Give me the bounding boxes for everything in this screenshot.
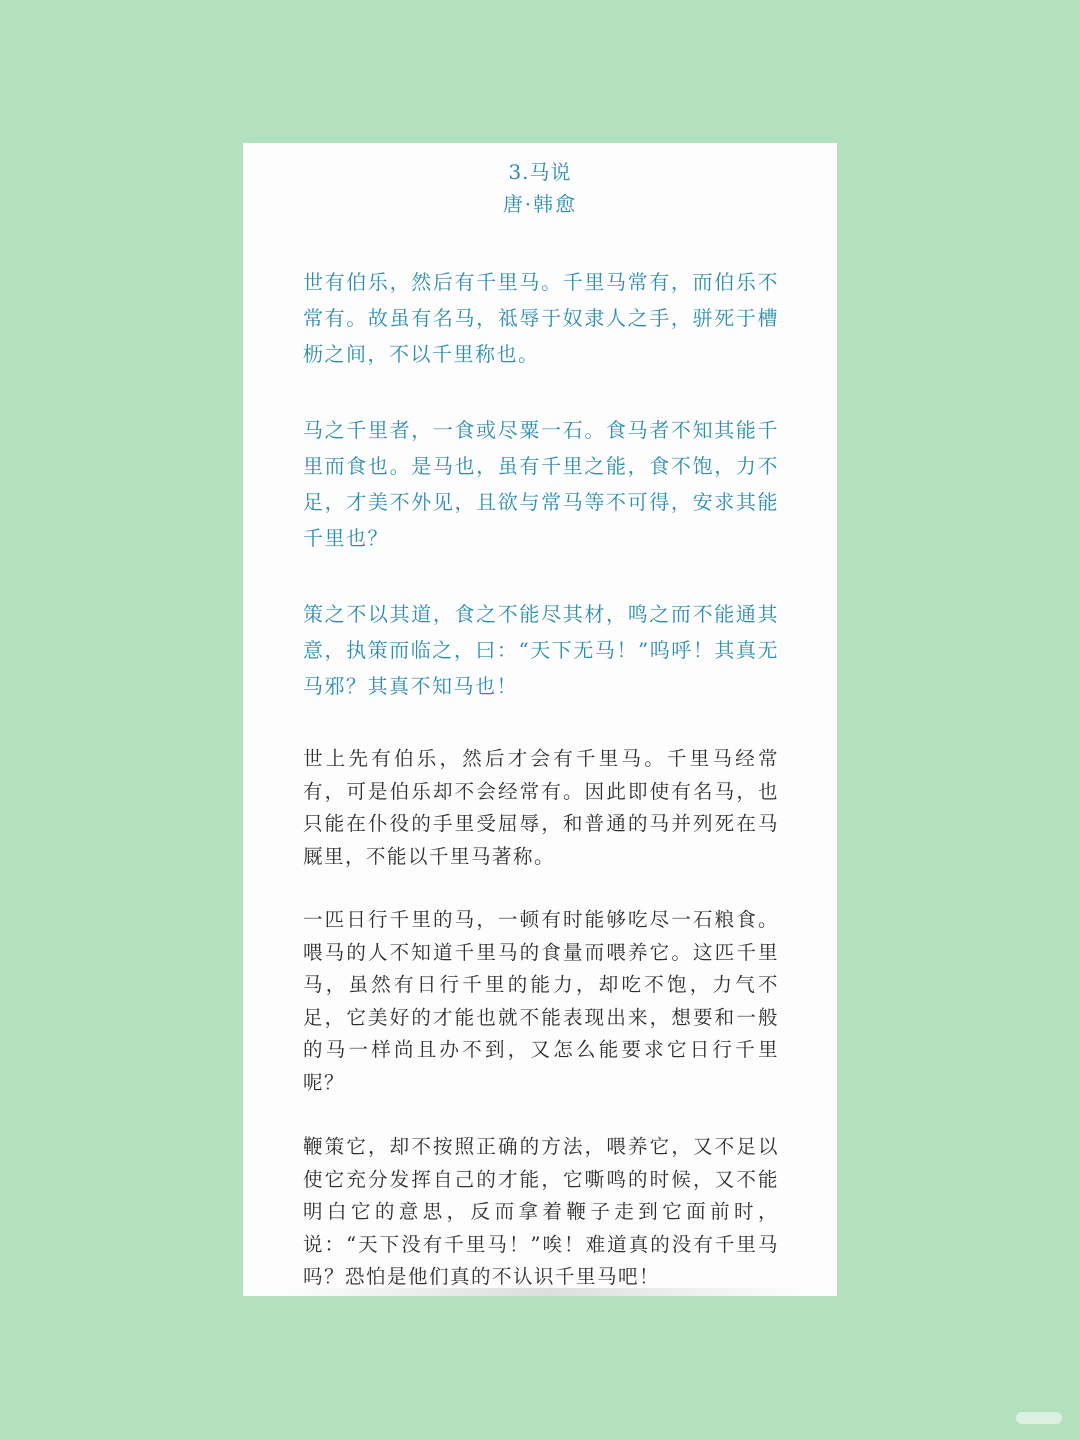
poem-author: 唐·韩愈: [502, 192, 578, 216]
translation-paragraph-3: 鞭策它，却不按照正确的方法，喂养它，又不足以使它充分发挥自己的才能，它嘶鸣的时候，又不能明白它的意思，反而拿着鞭子走到它面前时，说：“天下没有千里马！”唉！难道真的没有千里马吗？恐怕是他们真的不认识千里马吧！: [303, 1135, 779, 1288]
watermark-mark: [1016, 1412, 1062, 1424]
poem-title: 3.马说: [508, 160, 572, 184]
original-paragraph-3: 策之不以其道，食之不能尽其材，鸣之而不能通其意，执策而临之，曰：“天下无马！”呜呼！其真无马邪？其真不知马也！: [303, 602, 779, 698]
title-block: [243, 157, 837, 221]
article-card: [243, 143, 837, 1296]
original-paragraph-1: 世有伯乐，然后有千里马。千里马常有，而伯乐不常有。故虽有名马，祗辱于奴隶人之手，骈死于槽枥之间，不以千里称也。: [303, 270, 779, 366]
translation-paragraph-1: 世上先有伯乐，然后才会有千里马。千里马经常有，可是伯乐却不会经常有。因此即使有名马，也只能在仆役的手里受屈辱，和普通的马并列死在马厩里，不能以千里马著称。: [303, 747, 779, 868]
translation-paragraph-2: 一匹日行千里的马，一顿有时能够吃尽一石粮食。喂马的人不知道千里马的食量而喂养它。这匹千里马，虽然有日行千里的能力，却吃不饱，力气不足，它美好的才能也就不能表现出来，想要和一般的马一样尚且办不到，又怎么能要求它日行千里呢？: [303, 908, 779, 1094]
original-paragraph-2: 马之千里者，一食或尽粟一石。食马者不知其能千里而食也。是马也，虽有千里之能，食不饱，力不足，才美不外见，且欲与常马等不可得，安求其能千里也？: [303, 418, 779, 550]
bottom-shadow-divider: [280, 1288, 810, 1296]
